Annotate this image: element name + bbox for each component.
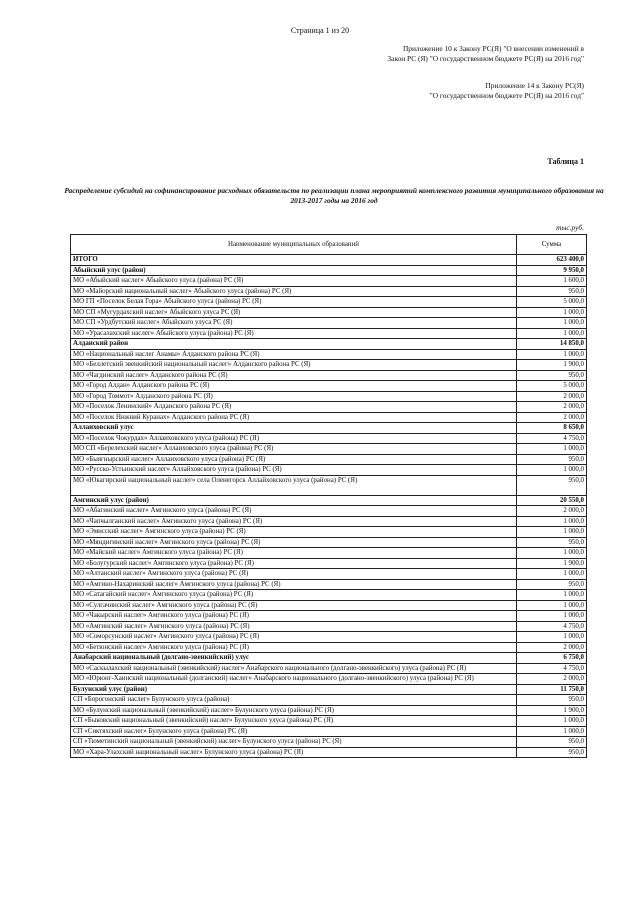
table-row <box>71 663 587 674</box>
table-row <box>71 307 587 318</box>
row-name: МО «Сатагайский наслег» Амгинского улуса (района) РС (Я) <box>71 590 517 601</box>
table-row <box>71 569 587 580</box>
row-sum: 950,0 <box>517 370 587 381</box>
table-row <box>71 737 587 748</box>
table-row <box>71 621 587 632</box>
row-name: МО «Амгино-Нахаринский наслег» Амгинского улуса (района) РС (Я) <box>71 579 517 590</box>
table-row <box>71 444 587 455</box>
row-sum: 950,0 <box>517 475 587 495</box>
row-name: Аллаиховский улус <box>71 423 517 434</box>
table-row <box>71 705 587 716</box>
table-row <box>71 370 587 381</box>
column-header-sum: Сумма <box>517 235 587 255</box>
table-row <box>71 297 587 308</box>
row-name: МО «Быягнырский наслег» Аллаиховского улуса (района) РС (Я) <box>71 454 517 465</box>
row-name: МО «Хара-Улахский национальный наслег» Булунского улуса (района) РС (Я) <box>71 747 517 758</box>
table-row <box>71 349 587 360</box>
row-sum: 950,0 <box>517 747 587 758</box>
table-row <box>71 611 587 622</box>
table-row <box>71 402 587 413</box>
row-sum: 1 000,0 <box>517 318 587 329</box>
table-row <box>71 412 587 423</box>
page-number: Страница 1 из 20 <box>290 26 350 35</box>
table-row <box>71 642 587 653</box>
table-row <box>71 391 587 402</box>
row-sum: 2 000,0 <box>517 412 587 423</box>
row-name: СП «Быковский национальный (эвенкийский) наслег» Булунского улуса (района) РС (Я) <box>71 716 517 727</box>
row-name: МО «Чапчылганский наслег» Амгинского улуса (района) РС (Я) <box>71 516 517 527</box>
row-sum: 1 000,0 <box>517 611 587 622</box>
row-name: МО «Поселок Нижний Куранах» Алданского района РС (Я) <box>71 412 517 423</box>
row-sum: 1 000,0 <box>517 328 587 339</box>
table-row <box>71 716 587 727</box>
row-sum: 1 000,0 <box>517 569 587 580</box>
table-row <box>71 632 587 643</box>
row-sum: 2 000,0 <box>517 391 587 402</box>
row-name: МО «Эмисский наслег» Амгинского улуса (района) РС (Я) <box>71 527 517 538</box>
row-sum: 2 000,0 <box>517 674 587 685</box>
row-name: МО «Русско-Устьинский наслег» Аллайховского улуса (района) РС (Я) <box>71 465 517 476</box>
row-name: МО «Майский наслег» Амгинского улуса (района) РС (Я) <box>71 548 517 559</box>
row-name: МО «Беллетский эвенкийский национальный наслег» Алданского района РС (Я) <box>71 360 517 371</box>
row-name: МО СП «Берелехский наслег» Аллаиховского улуса (района) РС (Я) <box>71 444 517 455</box>
table-row <box>71 454 587 465</box>
row-sum: 8 650,0 <box>517 423 587 434</box>
table-row <box>71 600 587 611</box>
table-row <box>71 506 587 517</box>
table-group-row <box>71 255 587 266</box>
row-sum: 2 000,0 <box>517 642 587 653</box>
table-header-row <box>71 235 587 255</box>
table-group-row <box>71 653 587 664</box>
table-row <box>71 726 587 737</box>
row-sum: 5 000,0 <box>517 381 587 392</box>
row-sum: 4 750,0 <box>517 433 587 444</box>
row-name: Абыйский улус (район) <box>71 265 517 276</box>
row-name: МО «Саскылахский национальный (эвенкийский) наслег» Анабарского национального (долгано-эвенкийского) улуса (района) РС (Я) <box>71 663 517 674</box>
table-row <box>71 475 587 495</box>
table-label: Таблица 1 <box>547 157 584 166</box>
appendix-10-line-1: Приложение 10 к Закону РС(Я) "О внесении изменений в <box>402 44 584 53</box>
subsidy-table <box>70 234 587 758</box>
row-sum: 623 400,0 <box>517 255 587 266</box>
row-name: МО СП «Урдбутский наслег» Абыйского улуса РС (Я) <box>71 318 517 329</box>
table-group-row <box>71 339 587 350</box>
row-name: СП «Тюметинский национальный (эвенкийский) наслег» Булунского улуса (района) РС (Я) <box>71 737 517 748</box>
row-name: МО «Чакырский наслег» Амгинского улуса (района) РС (Я) <box>71 611 517 622</box>
row-name: МО ГП «Поселок Белая Гора» Абыйского улуса (района) РС (Я) <box>71 297 517 308</box>
row-sum: 950,0 <box>517 537 587 548</box>
row-sum: 1 900,0 <box>517 705 587 716</box>
appendix-10-line-2: Закон РС (Я) "О государственном бюджете РС(Я) на 2016 год" <box>387 54 584 63</box>
row-sum: 14 850,0 <box>517 339 587 350</box>
row-name: МО «Чагдинский наслег» Алданского района РС (Я) <box>71 370 517 381</box>
appendix-14-line-1: Приложение 14 к Закону РС(Я) <box>485 81 584 90</box>
row-name: МО «Город Алдан» Алданского района РС (Я) <box>71 381 517 392</box>
table-row <box>71 286 587 297</box>
row-sum: 950,0 <box>517 695 587 706</box>
row-sum: 20 550,0 <box>517 495 587 506</box>
row-name: МО СП «Мугурдахский наслег» Абыйского улуса РС (Я) <box>71 307 517 318</box>
row-sum: 5 000,0 <box>517 297 587 308</box>
row-name: МО «Город Томмот» Алданского района РС (Я) <box>71 391 517 402</box>
table-row <box>71 516 587 527</box>
row-sum: 1 000,0 <box>517 726 587 737</box>
row-sum: 4 750,0 <box>517 621 587 632</box>
row-name: Булунский улус (район) <box>71 684 517 695</box>
row-name: МО «Юкагирский национальный наслег» села Оленегорск Аллайховского улуса (района) РС (Я) <box>71 475 517 495</box>
table-row <box>71 465 587 476</box>
row-sum: 1 600,0 <box>517 276 587 287</box>
table-row <box>71 548 587 559</box>
column-header-name: Наименование муниципальных образований <box>71 235 517 255</box>
units-label: тыс.руб. <box>556 223 584 232</box>
row-name: МО «Мяндигинский наслег» Амгинского улуса (района) РС (Я) <box>71 537 517 548</box>
row-name: МО «Соморсунский наслег» Амгинского улуса (района) РС (Я) <box>71 632 517 643</box>
row-name: МО «Абагинский наслег» Амгинского улуса (района) РС (Я) <box>71 506 517 517</box>
table-row <box>71 381 587 392</box>
row-sum: 1 000,0 <box>517 632 587 643</box>
row-name: Амгинский улус (район) <box>71 495 517 506</box>
table-row <box>71 328 587 339</box>
row-name: МО «Поселок Ленинский» Алданского района РС (Я) <box>71 402 517 413</box>
table-row <box>71 433 587 444</box>
row-name: МО «Булунский национальный (эвенкийский) наслег» Булунского улуса (района) РС (Я) <box>71 705 517 716</box>
row-sum: 6 750,0 <box>517 653 587 664</box>
row-sum: 950,0 <box>517 454 587 465</box>
row-name: МО «Амгинский наслег» Амгинского улуса (района) РС (Я) <box>71 621 517 632</box>
table-row <box>71 579 587 590</box>
row-name: Алданский район <box>71 339 517 350</box>
row-sum: 1 000,0 <box>517 716 587 727</box>
row-sum: 1 000,0 <box>517 527 587 538</box>
table-row <box>71 360 587 371</box>
row-sum: 1 000,0 <box>517 465 587 476</box>
row-sum: 4 750,0 <box>517 663 587 674</box>
row-name: МО «Юрюнг-Хаинский национальный (долганский) наслег» Анабарского национального (долгано-эвенкийского) улуса (района) РС (Я) <box>71 674 517 685</box>
row-sum: 2 000,0 <box>517 402 587 413</box>
row-name: МО «Национальный наслег Анамы» Алданского района РС (Я) <box>71 349 517 360</box>
row-sum: 1 000,0 <box>517 548 587 559</box>
row-sum: 1 900,0 <box>517 360 587 371</box>
row-sum: 950,0 <box>517 286 587 297</box>
document-title: Распределение субсидий на софинансирование расходных обязательств по реализации плана мероприятий комплексного развития муниципального образования на 2013-2017 годы на 2016 год <box>64 186 604 205</box>
table-group-row <box>71 495 587 506</box>
table-group-row <box>71 684 587 695</box>
row-name: МО «Бетюнский наслег» Амгинского улуса (района) РС (Я) <box>71 642 517 653</box>
row-sum: 1 900,0 <box>517 558 587 569</box>
table-row <box>71 527 587 538</box>
row-name: СП «Сиктяхский наслег» Булунского улуса (района) РС (Я) <box>71 726 517 737</box>
row-sum: 950,0 <box>517 579 587 590</box>
table-row <box>71 695 587 706</box>
row-sum: 1 000,0 <box>517 349 587 360</box>
row-sum: 2 000,0 <box>517 506 587 517</box>
table-group-row <box>71 265 587 276</box>
row-name: МО «Алтанский наслег» Амгинского улуса (района) РС (Я) <box>71 569 517 580</box>
row-name: МО «Абыйский наслег» Абыйского улуса (района) РС (Я) <box>71 276 517 287</box>
row-sum: 9 950,0 <box>517 265 587 276</box>
row-name: МО «Болугурский наслег» Амгинского улуса (района) РС (Я) <box>71 558 517 569</box>
table-row <box>71 747 587 758</box>
row-name: СП «Борогонский наслег» Булунского улуса (района) <box>71 695 517 706</box>
row-sum: 1 000,0 <box>517 590 587 601</box>
appendix-14-note <box>430 81 584 101</box>
row-sum: 1 000,0 <box>517 307 587 318</box>
table-body <box>71 255 587 758</box>
table-row <box>71 318 587 329</box>
table-row <box>71 590 587 601</box>
row-sum: 1 000,0 <box>517 444 587 455</box>
row-name: МО «Урасалахский наслег» Абыйского улуса (района) РС (Я) <box>71 328 517 339</box>
row-name: МО «Поселок Чокурдах» Аллаиховского улуса (района) РС (Я) <box>71 433 517 444</box>
table-group-row <box>71 423 587 434</box>
row-sum: 1 000,0 <box>517 516 587 527</box>
row-name: МО «Майорский национальный наслег» Абыйского улуса (района) РС (Я) <box>71 286 517 297</box>
row-sum: 1 000,0 <box>517 600 587 611</box>
row-name: ИТОГО <box>71 255 517 266</box>
table-row <box>71 537 587 548</box>
row-sum: 950,0 <box>517 737 587 748</box>
appendix-10-note <box>387 44 584 64</box>
row-sum: 11 750,0 <box>517 684 587 695</box>
row-name: Анабарский национальный (долгано-эвенкийский) улус <box>71 653 517 664</box>
table-row <box>71 674 587 685</box>
appendix-14-line-2: "О государственном бюджете РС(Я) на 2016 год" <box>429 91 584 100</box>
row-name: МО «Сулгачинский наслег» Амгинского улуса (района) РС (Я) <box>71 600 517 611</box>
table-row <box>71 276 587 287</box>
table-row <box>71 558 587 569</box>
